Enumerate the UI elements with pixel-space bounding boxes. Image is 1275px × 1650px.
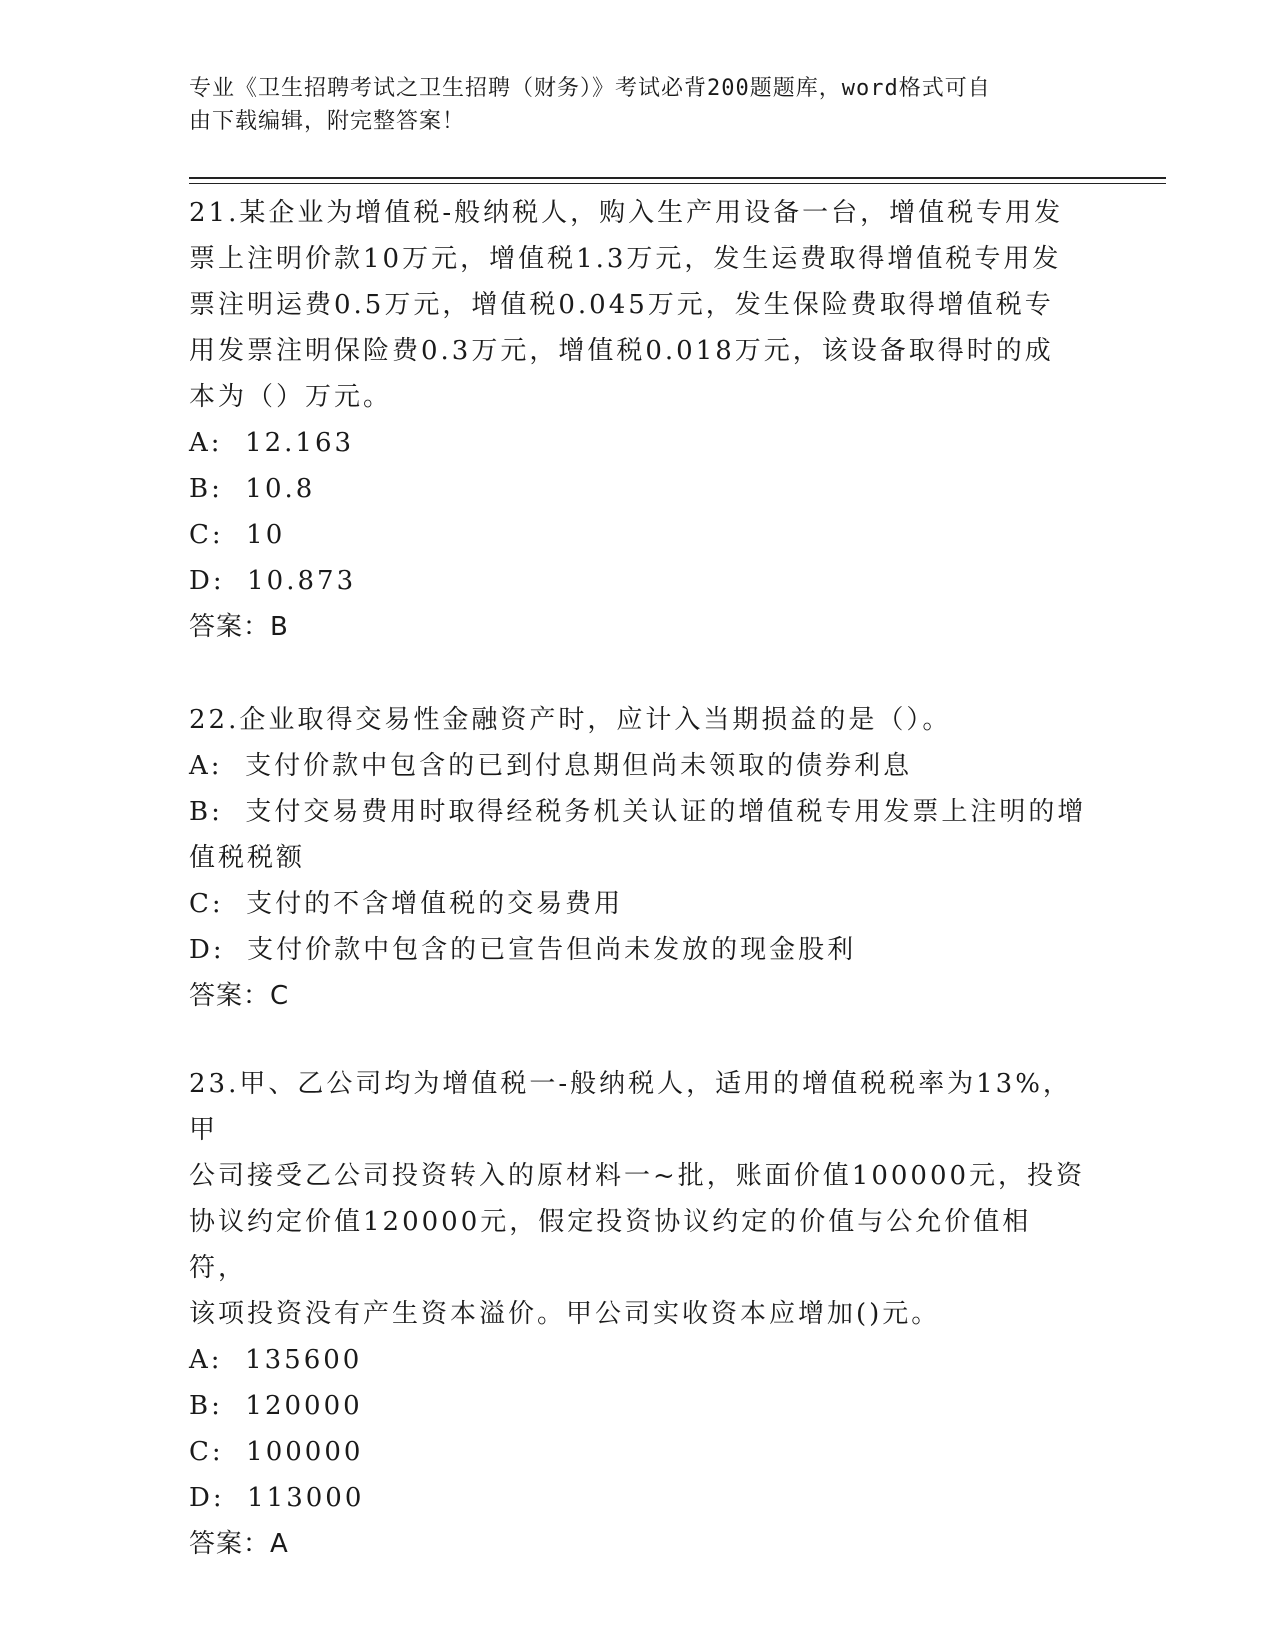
question-stem-line: 该项投资没有产生资本溢价。甲公司实收资本应增加()元。 bbox=[189, 1299, 941, 1329]
option-b: B: 120000 bbox=[189, 1391, 363, 1421]
question-stem-line: 公司接受乙公司投资转入的原材料一~批，账面价值100000元，投资 bbox=[189, 1161, 1086, 1191]
option-a: A: 135600 bbox=[189, 1345, 363, 1375]
question-stem-line: 23.甲、乙公司均为增值税一-般纳税人，适用的增值税税率为13%，甲 bbox=[189, 1069, 1072, 1145]
answer-label: 答案：B bbox=[189, 612, 289, 642]
question-21 bbox=[189, 190, 1089, 650]
header-line: 由下载编辑，附完整答案！ bbox=[189, 109, 466, 134]
question-23 bbox=[189, 1061, 1089, 1567]
question-stem-line: 用发票注明保险费0.3万元，增值税0.018万元，该设备取得时的成 bbox=[189, 336, 1054, 366]
answer-label: 答案：C bbox=[189, 981, 290, 1011]
option-d: D: 支付价款中包含的已宣告但尚未发放的现金股利 bbox=[189, 935, 857, 965]
option-b: B: 支付交易费用时取得经税务机关认证的增值税专用发票上注明的增 bbox=[189, 797, 1087, 827]
header-divider-thin bbox=[189, 183, 1166, 184]
question-stem-line: 22.企业取得交易性金融资产时，应计入当期损益的是（）。 bbox=[189, 705, 952, 735]
question-stem-line: 票注明运费0.5万元，增值税0.045万元，发生保险费取得增值税专 bbox=[189, 290, 1054, 320]
header-divider bbox=[189, 177, 1166, 179]
document-header bbox=[189, 72, 1089, 138]
option-a: A: 12.163 bbox=[189, 428, 355, 458]
option-c: C: 100000 bbox=[189, 1437, 364, 1467]
question-stem-line: 协议约定价值120000元，假定投资协议约定的价值与公允价值相符， bbox=[189, 1207, 1032, 1283]
question-stem-line: 本为（）万元。 bbox=[189, 382, 393, 412]
header-line: 专业《卫生招聘考试之卫生招聘（财务）》考试必背200题题库，word格式可自 bbox=[189, 76, 991, 101]
question-stem-line: 票上注明价款10万元，增值税1.3万元，发生运费取得增值税专用发 bbox=[189, 244, 1062, 274]
option-b: B: 10.8 bbox=[189, 474, 316, 504]
option-b-continuation: 值税税额 bbox=[189, 843, 306, 873]
question-22 bbox=[189, 697, 1089, 1019]
option-d: D: 113000 bbox=[189, 1483, 365, 1513]
option-c: C: 10 bbox=[189, 520, 286, 550]
option-a: A: 支付价款中包含的已到付息期但尚未领取的债券利息 bbox=[189, 751, 913, 781]
answer-label: 答案：A bbox=[189, 1529, 289, 1559]
option-d: D: 10.873 bbox=[189, 566, 357, 596]
option-c: C: 支付的不含增值税的交易费用 bbox=[189, 889, 624, 919]
question-stem-line: 21.某企业为增值税-般纳税人，购入生产用设备一台，增值税专用发 bbox=[189, 198, 1064, 228]
